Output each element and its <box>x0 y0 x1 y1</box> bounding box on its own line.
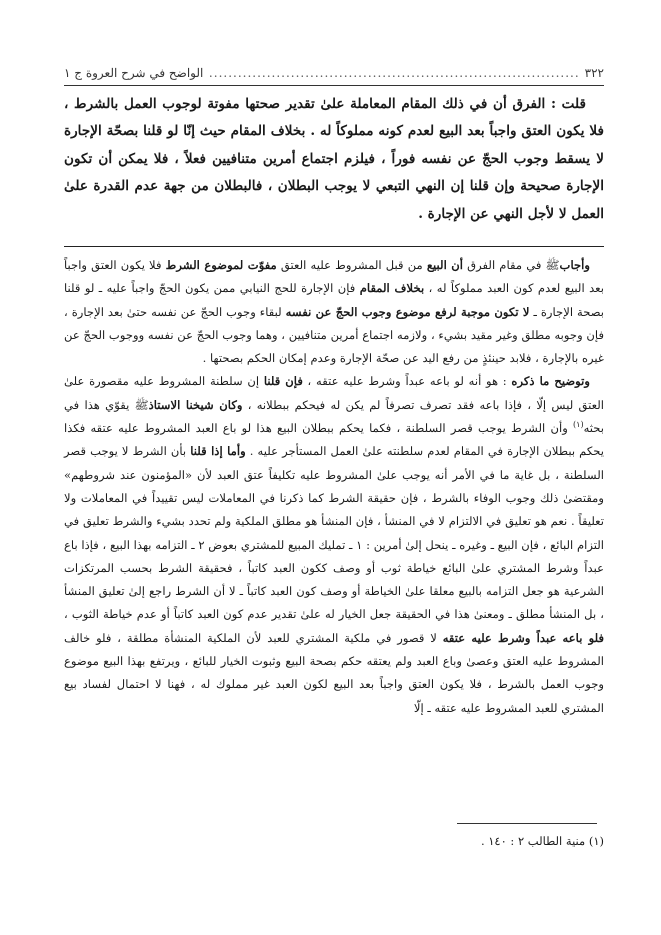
footnote: (١) منية الطالب ٢ : ١٤٠ . <box>480 834 604 848</box>
commentary-paragraph-1 <box>64 254 604 370</box>
text-run: فإن الإجارة للحج النيابي ممن يكون الحجّ واجباً عليه ـ لو قلنا بصحة الإجارة ـ <box>64 281 605 319</box>
page-number: ٣٢٢ <box>584 66 604 80</box>
bold-run: وأجاب <box>559 258 590 272</box>
header-leader-dots <box>208 66 579 80</box>
bold-run: أن البيع <box>426 258 464 272</box>
text-run: وأن الشرط يوجب قصر السلطنة ، فكما يحكم ببطلان البيع هذا لو باع العبد المشروط عليه عتقه فكذا يحكم ببطلان الإجارة في المقام لعدم سلطنته علىٰ العمل المستأجر عليه . <box>64 421 604 459</box>
bold-run: لا تكون موجبة لرفع موضوع وجوب الحجّ عن نفسه <box>285 304 530 319</box>
running-header <box>64 66 604 80</box>
bold-run: وكان شيخنا الاستاذ <box>148 397 243 412</box>
bold-run: فإن قلنا <box>263 374 303 389</box>
bold-run: وأما إذا قلنا <box>190 444 246 459</box>
header-rule <box>64 85 604 86</box>
text-run: لبقاء وجوب الحجّ عن نفسه حتىٰ بعد الإجارة ، فإن وجوبه مطلق وغير مقيد بشيء ، ولازمه اجتماع أمرين متنافيين ، وهما وجوب الحجّ عن نفسه ووجوب الحجّ عن غيره بالإجارة ، فلابد حينئذٍ من رفع اليد عن صحّة الإجارة وعدم إمكان الحكم بصحتها . <box>64 304 604 366</box>
text-run: من قبل المشروط عليه العتق <box>276 258 427 272</box>
text-run: فلا يكون العتق واجباً بعد البيع لعدم كون العبد مملوكاً له ، <box>64 258 604 296</box>
text-run: ﷺ في مقام الفرق <box>463 258 560 272</box>
footnote-marker: (١) <box>573 420 584 430</box>
footnote-rule <box>457 823 597 824</box>
section-divider <box>64 246 604 247</box>
text-run: ﷺ يقوّي هذا في بحثه <box>64 397 604 436</box>
matn-body: قلت : الفرق أن في ذلك المقام المعاملة علىٰ تقدير صحتها مفوتة لوجوب العمل بالشرط ، فلا يكون العتق واجباً بعد البيع لعدم كونه مملوكاً له . بخلاف المقام حيث إنّا لو قلنا بصحّة الإجارة لا يسقط وجوب الحجّ عن نفسه فوراً ، فيلزم اجتماع أمرين متنافيين فعلاً ، فلا يمكن أن تكون الإجارة صحيحة وإن قلنا إن النهي التبعي لا يوجب البطلان ، فالبطلان من جهة عدم القدرة علىٰ العمل لا لأجل النهي عن الإجارة . <box>64 96 604 222</box>
text-run: إن سلطنة المشروط عليه مقصورة علىٰ العتق ليس إلّا ، فإذا باعه فقد تصرف تصرفاً لم يكن له فيحكم ببطلانه ، <box>64 374 605 412</box>
matn-text <box>64 91 604 228</box>
commentary-paragraph-2 <box>64 370 604 719</box>
text-run: لا قصور في ملكية المشتري للعبد لأن الملكية المنشأة مطلقة ، فلو خالف المشروط عليه العتق وعصىٰ وباع العبد ولم يعتقه حكم بصحة البيع وثبوت الخيار للبائع ، ويرتفع بهذا البيع موضوع وجوب العمل بالشرط ، فلا يكون العتق واجباً بعد البيع لكون العبد غير مملوك له ، فهنا لا احتمال لفساد بيع المشتري للعبد المشروط عليه عتقه ـ إلّا <box>64 630 604 715</box>
bold-run: مفوّت لموضوع الشرط <box>165 258 277 272</box>
text-run: : هو أنه لو باعه عبداً وشرط عليه عتقه ، <box>302 374 512 389</box>
commentary <box>64 254 604 720</box>
bold-run: فلو باعه عبداً وشرط عليه عتقه <box>442 630 604 645</box>
book-title: الواضح في شرح العروة ج ١ <box>64 66 204 80</box>
bold-run: وتوضيح ما ذكره <box>511 374 590 389</box>
text-run: بأن الشرط لا يوجب قصر السلطنة ، بل غاية ما في الأمر أنه يوجب علىٰ المشروط عليه تكليفاً عتق العبد لأن «المؤمنون عند شروطهم» ومقتضىٰ ذلك وجوب الوفاء بالشرط ، فإن حقيقة الشرط كما ذكرنا في المعاملات ليس تقييداً في المعاملات ولا تعليقاً . نعم هو تعليق في الالتزام لا في المنشأ ، فإن المنشأ هو مطلق الملكية ولم تحدد بشيء والشرط تعليق في التزام البائع ، فإن البيع ـ وغيره ـ ينحل إلىٰ أمرين : ١ ـ تمليك المبيع للمشتري بعوض ٢ ـ التزامه بهذا البيع ، فإذا باع عبداً وشرط المشتري علىٰ البائع خياطة ثوب أو وصف ككون العبد كاتباً ، فحقيقة الشرط بحسب المرتكزات الشرعية هو جعل التزامه بالبيع معلقا علىٰ الخياطة أو وصف كون العبد كاتباً ـ لا أن الشرط راجع إلىٰ تعليق المنشأ ، بل المنشأ مطلق ـ ومعنىٰ هذا في الحقيقة جعل الخيار له علىٰ تقدير عدم كون العبد كاتباً أو عدم خياطة الثوب ، <box>64 444 605 622</box>
bold-run: بخلاف المقام <box>359 281 425 296</box>
